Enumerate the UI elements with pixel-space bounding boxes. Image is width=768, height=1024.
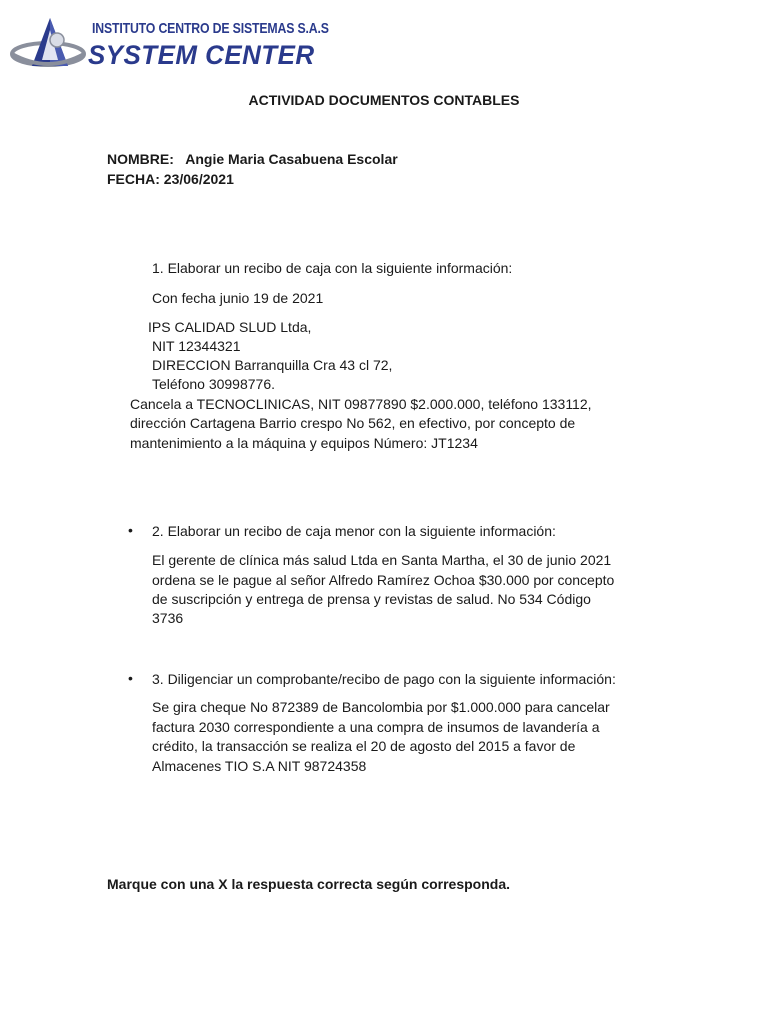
section2-body-line: 3736	[152, 610, 184, 626]
date-label: FECHA:	[107, 171, 160, 187]
section1-body-line: Cancela a TECNOCLINICAS, NIT 09877890 $2.000.000, teléfono 133112,	[130, 396, 592, 412]
section2-heading: 2. Elaborar un recibo de caja menor con la siguiente información:	[152, 523, 556, 539]
section1-date-line: Con fecha junio 19 de 2021	[152, 290, 324, 306]
logo-brand-name: SYSTEM CENTER	[88, 40, 315, 70]
section1-address: DIRECCION Barranquilla Cra 43 cl 72,	[152, 357, 393, 373]
section2-body-line: ordena se le pague al señor Alfredo Ramírez Ochoa $30.000 por concepto	[152, 572, 615, 588]
closing-instruction: Marque con una X la respuesta correcta según corresponda.	[107, 876, 511, 892]
logo-emblem-icon	[10, 14, 96, 74]
section1-phone: Teléfono 30998776.	[152, 376, 275, 392]
institute-logo	[10, 14, 329, 74]
section3-heading: 3. Diligenciar un comprobante/recibo de pago con la siguiente información:	[152, 671, 616, 687]
name-label: NOMBRE:	[107, 151, 174, 167]
logo-institute-name: INSTITUTO CENTRO DE SISTEMAS S.A.S	[92, 20, 329, 37]
document-title: ACTIVIDAD DOCUMENTOS CONTABLES	[248, 92, 520, 108]
section1-body-line: dirección Cartagena Barrio crespo No 562, en efectivo, por concepto de	[130, 415, 576, 431]
section3-body-line: Almacenes TIO S.A NIT 98724358	[152, 758, 367, 774]
section1-company: IPS CALIDAD SLUD Ltda,	[148, 319, 312, 335]
section2-body-line: El gerente de clínica más salud Ltda en Santa Martha, el 30 de junio 2021	[152, 552, 612, 568]
section3-body-line: crédito, la transacción se realiza el 20 de agosto del 2015 a favor de	[152, 738, 576, 754]
date-field	[107, 171, 234, 187]
name-field	[107, 151, 398, 167]
section1-body-line: mantenimiento a la máquina y equipos Número: JT1234	[130, 435, 478, 451]
section1-nit: NIT 12344321	[152, 338, 241, 354]
section3-body-line: Se gira cheque No 872389 de Bancolombia por $1.000.000 para cancelar	[152, 699, 610, 715]
section2-body-line: de suscripción y entrega de prensa y revistas de salud. No 534 Código	[152, 591, 591, 607]
date-value: 23/06/2021	[163, 171, 234, 187]
section3-body-line: factura 2030 correspondiente a una compra de insumos de lavandería a	[152, 719, 600, 735]
section3-bullet: •	[128, 670, 133, 686]
section1-heading: 1. Elaborar un recibo de caja con la siguiente información:	[152, 260, 513, 276]
section2-bullet: •	[128, 522, 133, 538]
name-value: Angie Maria Casabuena Escolar	[185, 151, 398, 167]
